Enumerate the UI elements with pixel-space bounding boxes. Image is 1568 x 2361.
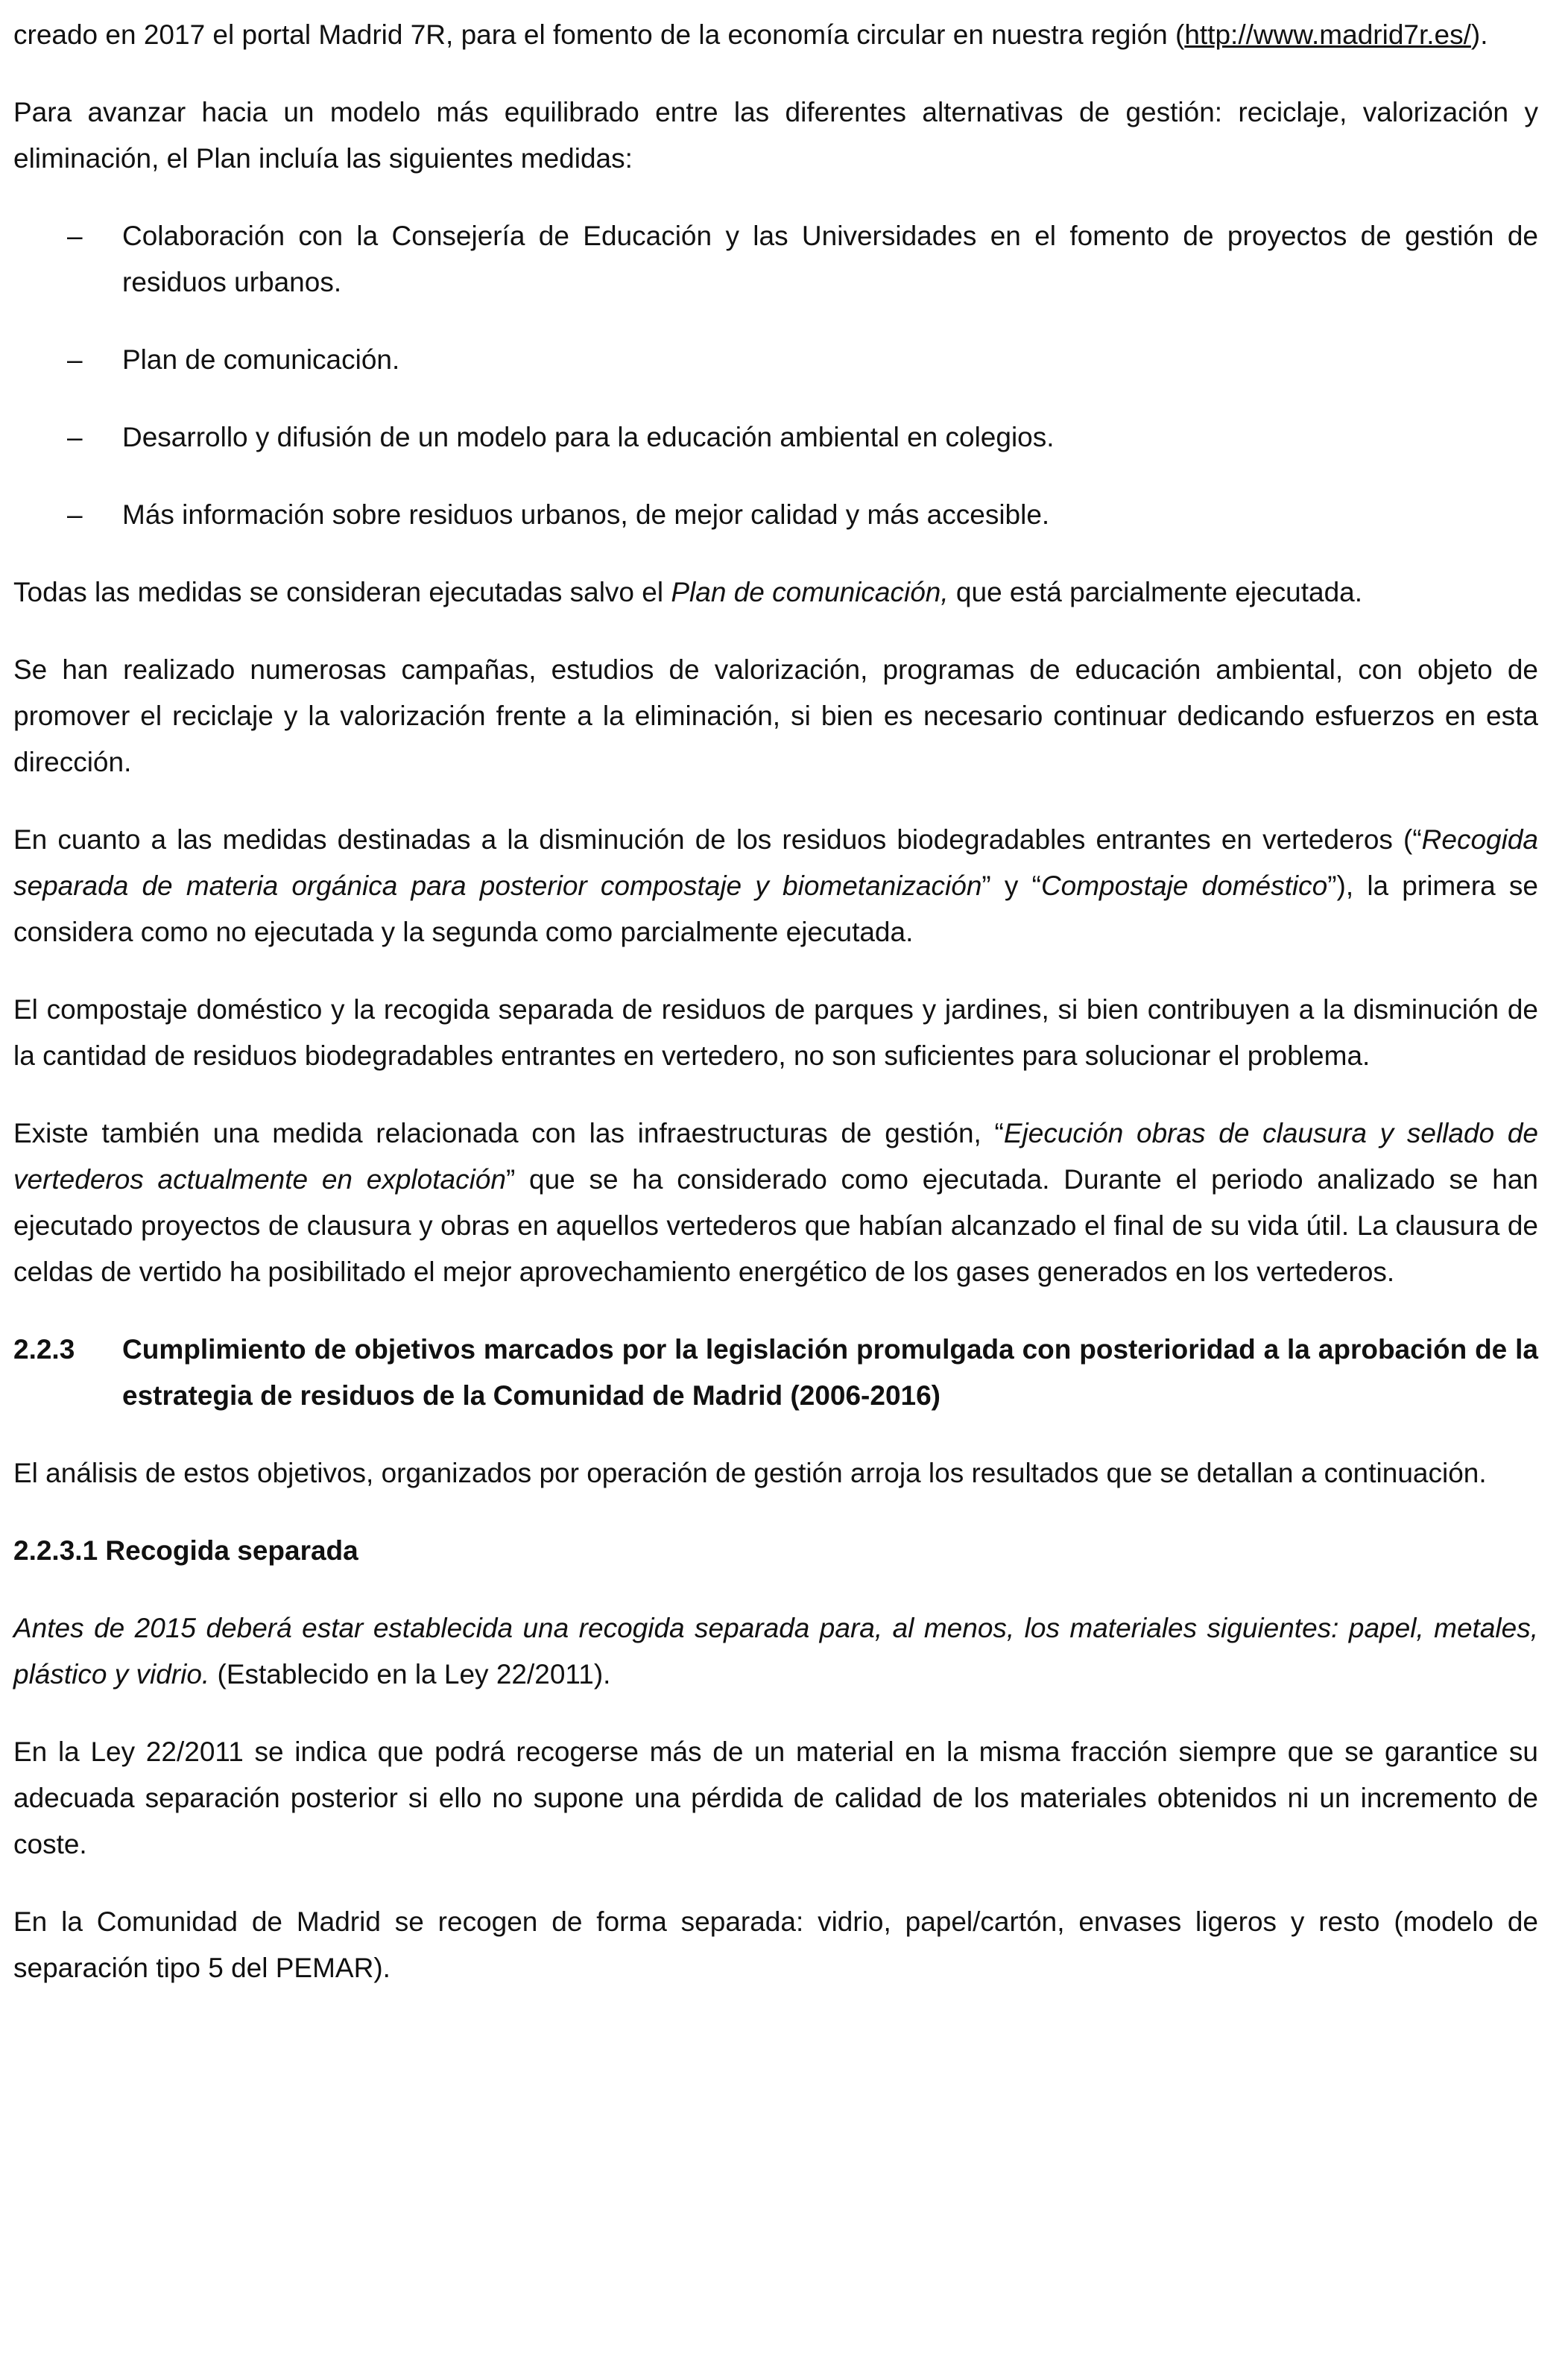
italic-text: Antes de 2015 deberá estar establecida una recogida separada para, al menos, los materiales siguientes: papel, metales, plástico y vidrio. — [13, 1613, 1538, 1690]
text-run: que está parcialmente ejecutada. — [948, 577, 1363, 607]
paragraph-madrid7r — [13, 12, 1538, 58]
list-item-text: Más información sobre residuos urbanos, de mejor calidad y más accesible. — [122, 499, 1050, 530]
paragraph-analisis: El análisis de estos objetivos, organizados por operación de gestión arroja los resultados que se detallan a continuación. — [13, 1458, 1487, 1488]
list-item-text: Desarrollo y difusión de un modelo para la educación ambiental en colegios. — [122, 422, 1055, 452]
list-dash: – — [67, 344, 83, 375]
paragraph-ley-22-2011: En la Ley 22/2011 se indica que podrá recogerse más de un material en la misma fracción siempre que se garantice su adecuada separación posterior si ello no supone una pérdida de calidad de los materiales obtenidos ni un incremento de coste. — [13, 1736, 1538, 1859]
paragraph-comunidad-madrid: En la Comunidad de Madrid se recogen de forma separada: vidrio, papel/cartón, envases ligeros y resto (modelo de separación tipo 5 del PEMAR). — [13, 1906, 1538, 1983]
text-run: Existe también una medida relacionada con las infraestructuras de gestión, “ — [13, 1118, 1004, 1148]
list-item — [13, 414, 1538, 461]
section-number: 2.2.3 — [13, 1334, 75, 1365]
list-item — [13, 337, 1538, 383]
text-run: ” y “ — [981, 870, 1041, 901]
list-dash: – — [67, 221, 83, 251]
paragraph-plan-intro: Para avanzar hacia un modelo más equilibrado entre las diferentes alternativas de gestión: reciclaje, valorización y eliminación, el Plan incluía las siguientes medidas: — [13, 97, 1538, 174]
paragraph-biodegradables — [13, 817, 1538, 955]
list-dash: – — [67, 499, 83, 530]
document-page — [13, 12, 1538, 2023]
italic-text: Plan de comunicación, — [671, 577, 949, 607]
section-title: Cumplimiento de objetivos marcados por la legislación promulgada con posterioridad a la aprobación de la estrategia de residuos de la Comunidad de Madrid (2006-2016) — [122, 1334, 1538, 1411]
paragraph-madrid7r-after: ). — [1470, 19, 1488, 50]
paragraph-compostaje: El compostaje doméstico y la recogida separada de residuos de parques y jardines, si bien contribuyen a la disminución de la cantidad de residuos biodegradables entrantes en vertedero, no son suficientes para solucionar el problema. — [13, 994, 1538, 1071]
list-item — [13, 492, 1538, 538]
text-run: En cuanto a las medidas destinadas a la disminución de los residuos biodegradables entrantes en vertederos (“ — [13, 824, 1422, 855]
paragraph-campaigns: Se han realizado numerosas campañas, estudios de valorización, programas de educación ambiental, con objeto de promover el reciclaje y la valorización frente a la eliminación, si bien es necesario continuar dedicando esfuerzos en esta dirección. — [13, 654, 1538, 777]
text-run: Todas las medidas se consideran ejecutadas salvo el — [13, 577, 671, 607]
text-run: (Establecido en la Ley 22/2011). — [209, 1659, 611, 1690]
paragraph-antes-2015 — [13, 1605, 1538, 1698]
italic-text: Ejecución obras de clausura y sellado de vertederos actualmente en explotación — [13, 1118, 1538, 1195]
paragraph-measures-status — [13, 569, 1538, 616]
measures-list — [13, 213, 1538, 538]
madrid7r-link[interactable]: http://www.madrid7r.es/ — [1184, 19, 1471, 50]
italic-text: Compostaje doméstico — [1040, 870, 1328, 901]
section-heading-2-2-3-1: 2.2.3.1 Recogida separada — [13, 1535, 358, 1566]
section-heading-2-2-3 — [13, 1327, 1538, 1419]
text-run: ” que se ha considerado como ejecutada. Durante el periodo analizado se han ejecutado proyectos de clausura y obras en aquellos vertederos que habían alcanzado el final de su vida útil. La clausura de celdas de vertido ha posibilitado el mejor aprovechamiento energético de los gases generados en los vertederos. — [13, 1164, 1539, 1287]
list-item-text: Plan de comunicación. — [122, 344, 400, 375]
text-run: ”), la primera se considera como no ejecutada y la segunda como parcialmente ejecutada. — [13, 870, 1538, 947]
list-item-text: Colaboración con la Consejería de Educación y las Universidades en el fomento de proyectos de gestión de residuos urbanos. — [122, 221, 1538, 297]
paragraph-infraestructuras — [13, 1110, 1538, 1295]
paragraph-madrid7r-text: creado en 2017 el portal Madrid 7R, para el fomento de la economía circular en nuestra región ( — [13, 19, 1185, 50]
list-item — [13, 213, 1538, 306]
italic-text: Recogida separada de materia orgánica para posterior compostaje y biometanización — [13, 824, 1538, 901]
list-dash: – — [67, 422, 83, 452]
